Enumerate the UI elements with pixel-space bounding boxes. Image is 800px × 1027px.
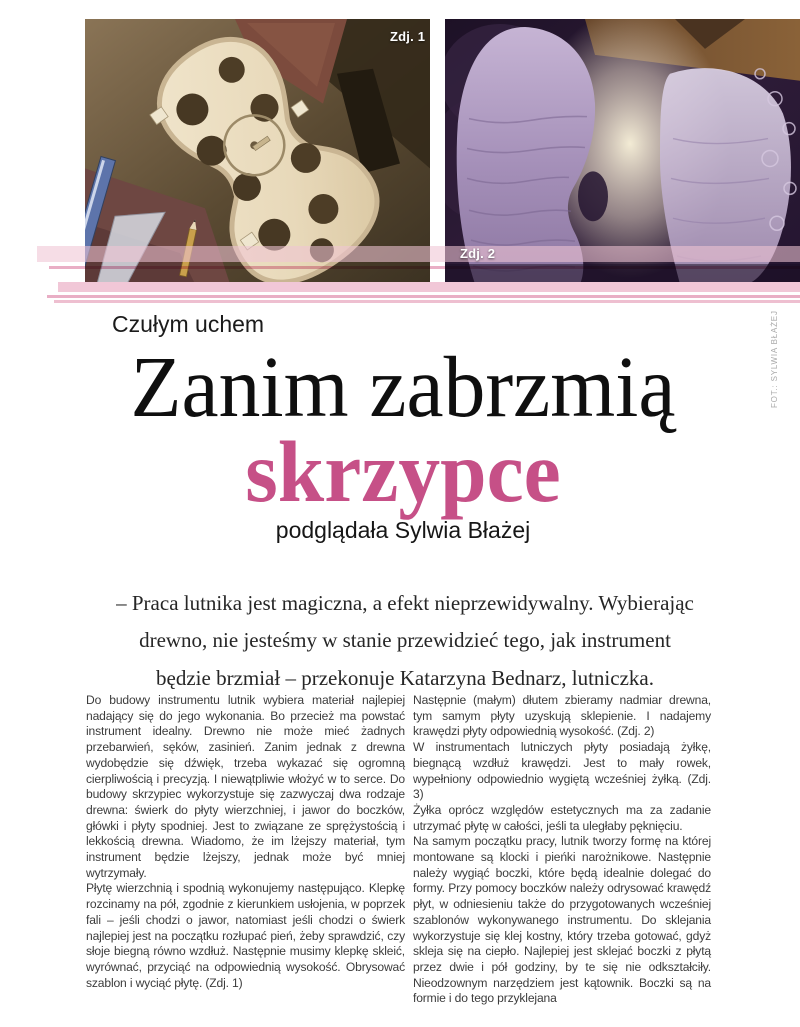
decor-line-2 bbox=[47, 295, 800, 298]
photo2-label: Zdj. 2 bbox=[460, 246, 496, 261]
body-paragraph: Żyłka oprócz względów estetycznych ma za zadanie utrzymać płytę w całości, jeśli ta uległaby pęknięciu. bbox=[413, 802, 711, 833]
body-column-left bbox=[86, 693, 405, 991]
decor-line-3 bbox=[54, 300, 800, 303]
body-column-right bbox=[413, 693, 711, 1007]
lead-line: będzie brzmiał – przekonuje Katarzyna Bednarz, lutniczka. bbox=[156, 665, 654, 690]
section-kicker: Czułym uchem bbox=[112, 311, 265, 337]
lead-line: – Praca lutnika jest magiczna, a efekt nieprzewidywalny. Wybierając bbox=[116, 591, 694, 615]
lead-paragraph bbox=[75, 585, 735, 697]
photo-carved-plates bbox=[445, 19, 800, 284]
body-paragraph: Na samym początku pracy, lutnik tworzy formę na której montowane są klocki i pieńki narożnikowe. Następnie należy wygiąć boczki, które będą idealnie dolegać do formy. Przy pomocy boczków należy odrysować krawędź płyt, w odniesieniu także do przygotowanych wcześniej szablonów wykonywanego instrumentu. Do sklejania wykorzystuje się klej kostny, który trzeba gotować, gdyż skleja się na ciepło. Najlepiej jest sklejać boczki z płytą przez dwie i pół godziny, by te się nie odkształciły. Nieodzownym narzędziem jest kątownik. Boczki są na formie i do tego przyklejana bbox=[413, 834, 711, 1006]
decor-line-1 bbox=[49, 266, 800, 269]
article-title-line2: skrzypce bbox=[245, 423, 561, 520]
carved-plates-photo-art bbox=[445, 19, 800, 284]
decor-band-top bbox=[37, 246, 800, 262]
article-byline: podglądała Sylwia Błażej bbox=[275, 517, 531, 543]
article-title-line1: Zanim zabrzmią bbox=[130, 338, 676, 435]
violin-template-photo-art bbox=[85, 19, 430, 284]
photo-credit-vertical: FOT.: SYLWIA BŁAŻEJ bbox=[770, 310, 779, 408]
photo1-label: Zdj. 1 bbox=[390, 29, 426, 44]
decor-band-bottom bbox=[58, 282, 800, 292]
photo-violin-template bbox=[85, 19, 430, 284]
body-paragraph: Następnie (małym) dłutem zbieramy nadmiar drewna, tym samym płyty uzyskują sklepienie. I nadajemy krawędzi płyty odpowiednią wysokość. (Zdj. 2) bbox=[413, 693, 711, 739]
body-paragraph: W instrumentach lutniczych płyty posiadają żyłkę, biegnącą wzdłuż krawędzi. Jest to mały rowek, wypełniony odpowiednio wygiętą wcześniej żyłką. (Zdj. 3) bbox=[413, 740, 711, 802]
lead-line: drewno, nie jesteśmy w stanie przewidzieć tego, jak instrument bbox=[139, 628, 671, 653]
body-paragraph: Płytę wierzchnią i spodnią wykonujemy następująco. Klepkę rozcinamy na pół, zgodnie z kierunkiem usłojenia, w poprzek fali – jeśli chodzi o jawor, natomiast jeśli chodzi o świerk najlepiej jest na początku rozłupać pień, żeby sprawdzić, czy słoje biegną równo wzdłuż. Następnie musimy klepkę skleić, wyrównać, przyciąć na odpowiednią wysokość. Obrysować szablon i wyciąć płytę. (Zdj. 1) bbox=[86, 881, 405, 990]
body-paragraph: Do budowy instrumentu lutnik wybiera materiał najlepiej nadający się do jego wykonania. Bo przecież ma powstać instrument idealny. Drewno nie może mieć żadnych przebarwień, sęków, zasinień. Zanim jednak z drewna wydobędzie się dźwięk, trzeba wykazać się ogromną cierpliwością i precyzją. I niewątpliwie włożyć w to serce. Do budowy skrzypiec wykorzystuje się zazwyczaj dwa rodzaje drewna: świerk do płyty wierzchniej, i jawor do boczków, główki i płyty spodniej. Jest to związane ze sprężystością i lekkością drewna. Wiadomo, że im lżejszy materiał, tym instrument będzie lżejszy, jednak może być mniej wytrzymały. bbox=[86, 693, 405, 880]
